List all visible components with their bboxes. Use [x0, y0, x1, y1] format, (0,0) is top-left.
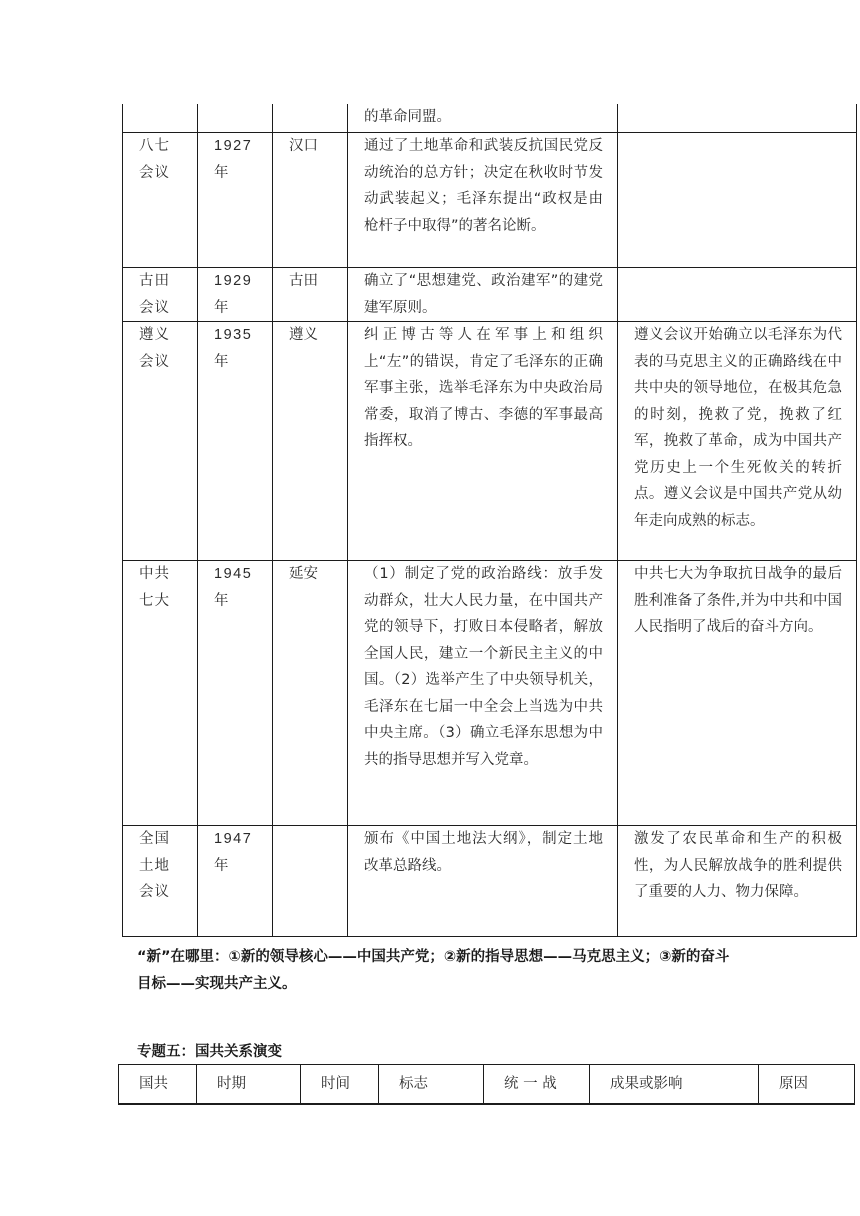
meeting-name-cell	[123, 133, 198, 268]
meeting-name: 全国土地会议	[139, 831, 170, 900]
header-cell: 时期	[197, 1065, 301, 1105]
content-cell	[348, 268, 618, 322]
table-header-row	[119, 1065, 855, 1105]
place-cell	[273, 268, 348, 322]
content-cell	[348, 322, 618, 561]
year-cell	[198, 268, 273, 322]
year: 1927年	[214, 138, 253, 181]
meeting-name: 八七会议	[139, 138, 170, 181]
content: 纠正博古等人在军事上和组织上“左”的错误，肯定了毛泽东的正确军事主张，选举毛泽东为中央政治局常委，取消了博古、李德的军事最高指挥权。	[364, 327, 603, 449]
new-democracy-note: “新”在哪里：①新的领导核心——中国共产党；②新的指导思想——马克思主义；③新的奋斗目标——实现共产主义。	[137, 949, 730, 992]
header-cell: 国共	[119, 1065, 197, 1105]
meeting-name-cell	[123, 104, 198, 133]
meeting-name: 遵义会议	[139, 327, 170, 370]
kmt-cpc-relations-table	[118, 1064, 855, 1105]
table-row	[123, 268, 857, 322]
year: 1929年	[214, 273, 253, 316]
meeting-name: 古田会议	[139, 273, 170, 316]
content-cell	[348, 133, 618, 268]
year-cell	[198, 104, 273, 133]
meeting-name-cell	[123, 561, 198, 826]
topic5-title: 专题五：国共关系演变	[137, 1044, 282, 1060]
year-cell	[198, 133, 273, 268]
significance: 中共七大为争取抗日战争的最后胜利准备了条件,并为中共和中国人民指明了战后的奋斗方向。	[634, 566, 842, 635]
place: 遵义	[289, 327, 318, 343]
header-cell: 原因	[759, 1065, 855, 1105]
content: 的革命同盟。	[364, 109, 451, 125]
place-cell	[273, 322, 348, 561]
header-cell: 标志	[379, 1065, 484, 1105]
year-cell	[198, 322, 273, 561]
place: 汉口	[289, 138, 318, 154]
content: 颁布《中国土地法大纲》，制定土地改革总路线。	[364, 831, 603, 874]
significance: 激发了农民革命和生产的积极性，为人民解放战争的胜利提供了重要的人力、物力保障。	[634, 831, 842, 900]
significance-cell	[618, 826, 857, 937]
significance-cell	[618, 268, 857, 322]
place: 延安	[289, 566, 318, 582]
header-cell: 成果或影响	[590, 1065, 759, 1105]
significance: 遵义会议开始确立以毛泽东为代表的马克思主义的正确路线在中共中央的领导地位，在极其危急的时刻，挽救了党，挽救了红军，挽救了革命，成为中国共产党历史上一个生死攸关的转折点。遵义会议是中国共产党从幼年走向成熟的标志。	[634, 327, 842, 529]
table-row	[123, 104, 857, 133]
place-cell	[273, 104, 348, 133]
table-row	[123, 322, 857, 561]
year-cell	[198, 826, 273, 937]
meeting-name-cell	[123, 826, 198, 937]
content-cell	[348, 561, 618, 826]
history-meetings-table	[122, 104, 857, 937]
content-cell	[348, 826, 618, 937]
table-row	[123, 133, 857, 268]
place-cell	[273, 133, 348, 268]
table-row	[123, 826, 857, 937]
header-cell: 统 一 战	[484, 1065, 590, 1105]
place: 古田	[289, 273, 318, 289]
meeting-name-cell	[123, 268, 198, 322]
table-row	[123, 561, 857, 826]
year: 1947年	[214, 831, 253, 874]
place-cell	[273, 826, 348, 937]
significance-cell	[618, 322, 857, 561]
significance-cell	[618, 561, 857, 826]
content: （1）制定了党的政治路线：放手发动群众，壮大人民力量，在中国共产党的领导下，打败日本侵略者，解放全国人民，建立一个新民主主义的中国。（2）选举产生了中央领导机关，毛泽东在七届一中全会上当选为中共中央主席。（3）确立毛泽东思想为中共的指导思想并写入党章。	[364, 566, 603, 768]
year: 1945年	[214, 566, 253, 609]
meeting-name-cell	[123, 322, 198, 561]
header-cell: 时间	[301, 1065, 379, 1105]
year: 1935年	[214, 327, 253, 370]
content: 确立了“思想建党、政治建军”的建党建军原则。	[364, 273, 603, 316]
meeting-name: 中共七大	[139, 566, 170, 609]
content: 通过了土地革命和武装反抗国民党反动统治的总方针；决定在秋收时节发动武装起义；毛泽东提出“政权是由枪杆子中取得”的著名论断。	[364, 138, 603, 234]
year-cell	[198, 561, 273, 826]
content-cell	[348, 104, 618, 133]
significance-cell	[618, 104, 857, 133]
significance-cell	[618, 133, 857, 268]
place-cell	[273, 561, 348, 826]
